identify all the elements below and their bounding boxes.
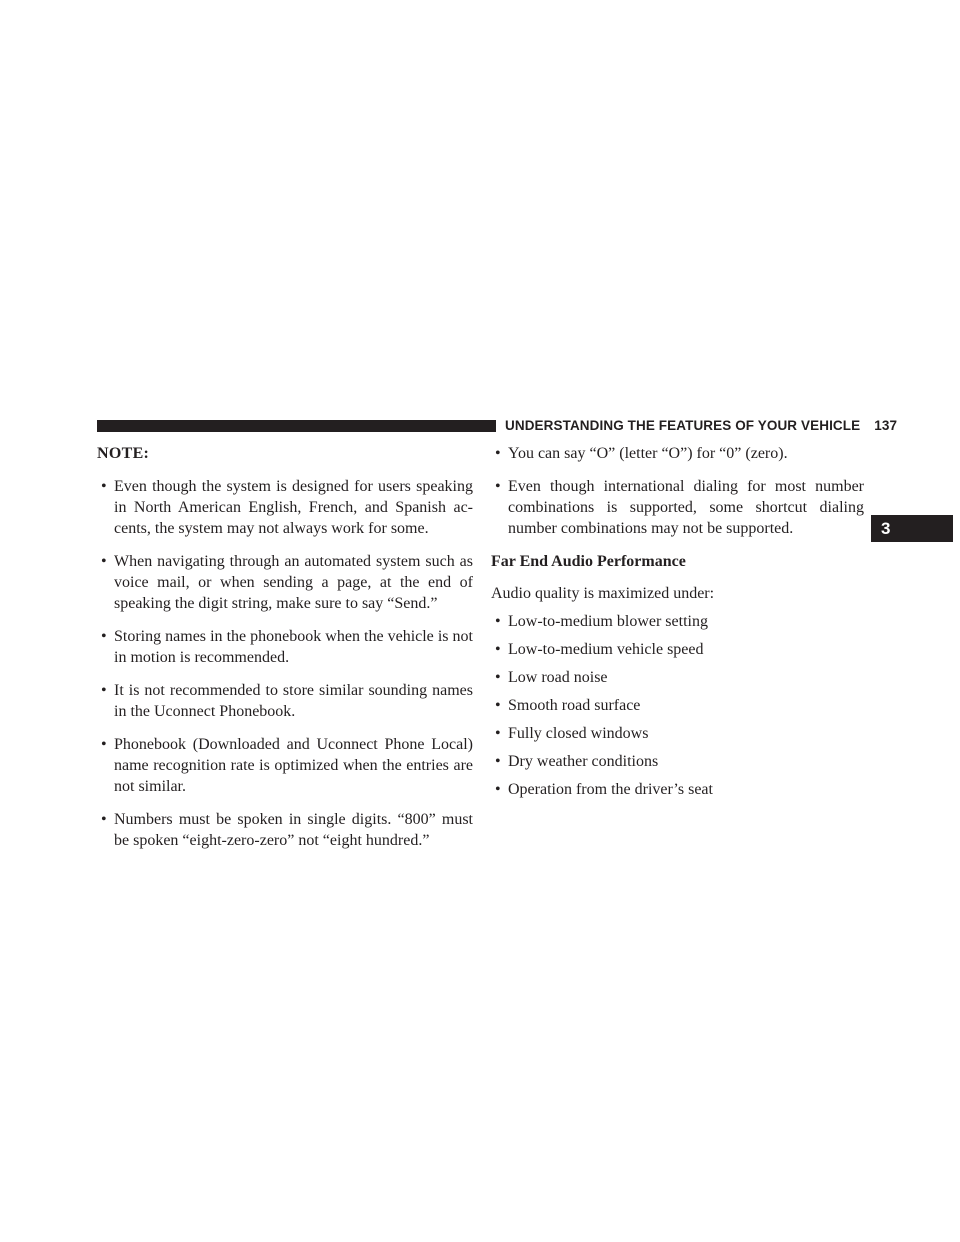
right-column [491,443,864,807]
header-rule-bar [97,420,496,432]
list-item: • It is not recommended to store similar sounding names in the Uconnect Phonebook. [97,680,473,722]
list-item: • Even though international dialing for most number combinations is supported, some shortcut dialing number combinations may not be supported. [491,476,864,539]
page-number: 137 [874,418,898,433]
list-item: • Smooth road surface [491,695,864,716]
list-item: • Numbers must be spoken in single digits. “800” must be spoken “eight-zero-zero” not “eight hundred.” [97,809,473,851]
running-header [505,417,898,435]
intro-text: Audio quality is maximized under: [491,585,715,602]
list-item: • Low-to-medium vehicle speed [491,639,864,660]
list-item: • Low-to-medium blower setting [491,611,864,632]
list-item: • When navigating through an automated system such as voice mail, or when sending a page, at the end of speaking the digit string, make sure to say “Send.” [97,551,473,614]
note-list [97,476,473,851]
chapter-tab [871,515,953,542]
list-item: • Phonebook (Downloaded and Uconnect Phone Local) name recognition rate is optimized when the entries are not similar. [97,734,473,797]
list-item: • Dry weather conditions [491,751,864,772]
section-title: UNDERSTANDING THE FEATURES OF YOUR VEHICLE [505,418,861,433]
chapter-number: 3 [881,519,891,538]
note-list-continued [491,443,864,539]
section-heading: Far End Audio Performance [491,553,686,570]
list-item: • You can say “O” (letter “O”) for “0” (zero). [491,443,864,464]
conditions-list [491,611,864,800]
list-item: • Low road noise [491,667,864,688]
list-item: • Fully closed windows [491,723,864,744]
list-item: • Storing names in the phonebook when the vehicle is not in motion is recommended. [97,626,473,668]
note-heading: NOTE: [97,445,150,462]
left-column [97,443,473,863]
list-item: • Operation from the driver’s seat [491,779,864,800]
list-item: • Even though the system is designed for users speaking in North American English, French, and Spanish ac- cents, the system may not always work for some. [97,476,473,539]
